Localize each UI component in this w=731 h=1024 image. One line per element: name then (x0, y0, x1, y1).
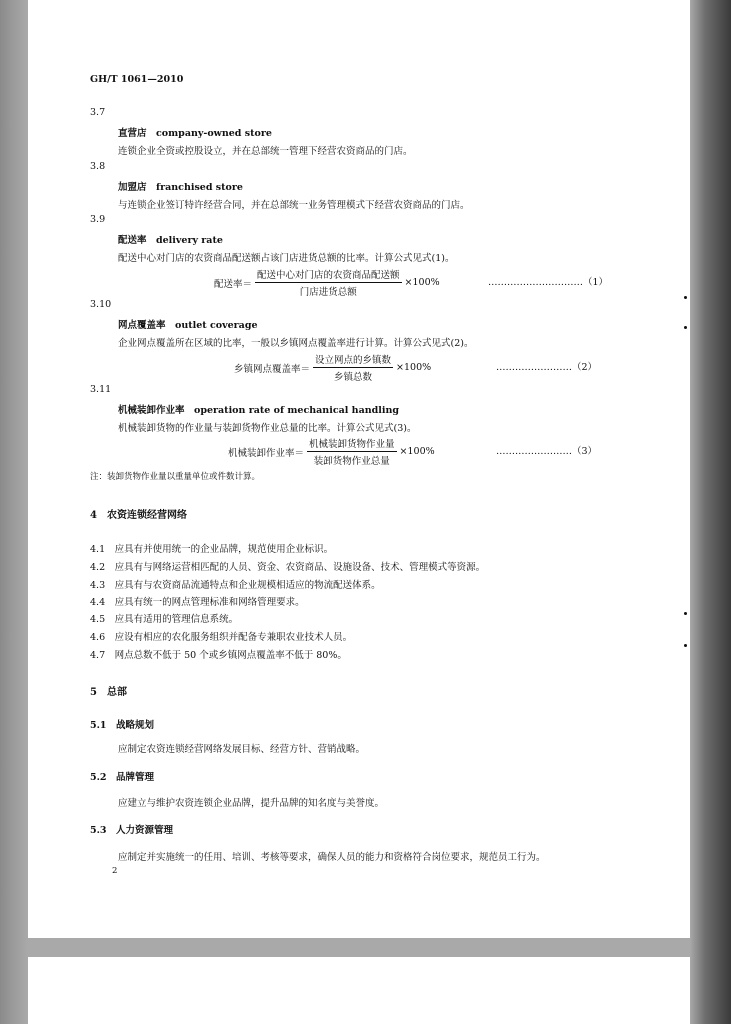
formula-lhs: 配送率＝ (214, 278, 253, 290)
term-definition: 企业网点覆盖所在区域的比率，一般以乡镇网点覆盖率进行计算。计算公式见式(2)。 (118, 338, 474, 349)
paragraph: 应建立与维护农资连锁企业品牌，提升品牌的知名度与美誉度。 (118, 798, 385, 809)
formula-lhs: 机械装卸作业率＝ (228, 447, 305, 459)
formula-1 (214, 267, 440, 298)
list-item: 4.5 应具有适用的管理信息系统。 (90, 614, 239, 625)
list-item: 4.2 应具有与网络运营相匹配的人员、资金、农资商品、设施设备、技术、管理模式等资源。 (90, 562, 486, 573)
fraction-numerator: 配送中心对门店的农资商品配送额 (255, 267, 402, 283)
term-definition: 与连锁企业签订特许经营合同，并在总部统一业务管理模式下经营农资商品的门店。 (118, 200, 470, 211)
section-heading: 4 农资连锁经营网络 (90, 510, 187, 521)
scan-mark (684, 326, 687, 329)
scan-mark (684, 612, 687, 615)
term-title: 网点覆盖率 outlet coverage (118, 320, 258, 331)
scan-mark (684, 296, 687, 299)
equation-tag: ……………………（3） (496, 446, 598, 457)
formula-multiplier: ×100% (399, 446, 435, 457)
formula-multiplier: ×100% (404, 277, 440, 288)
clause-number: 3.9 (90, 214, 106, 225)
scan-mark (684, 644, 687, 647)
fraction (255, 267, 402, 298)
paragraph: 应制定并实施统一的任用、培训、考核等要求，确保人员的能力和资格符合岗位要求，规范员工行为。 (118, 852, 546, 863)
list-item: 4.1 应具有并使用统一的企业品牌，规范使用企业标识。 (90, 544, 334, 555)
list-item: 4.4 应具有统一的网点管理标准和网络管理要求。 (90, 597, 305, 608)
term-title: 配送率 delivery rate (118, 235, 223, 246)
fraction (313, 352, 393, 383)
term-title: 加盟店 franchised store (118, 182, 243, 193)
clause-number: 3.10 (90, 299, 112, 310)
standard-code-header: GH/T 1061—2010 (90, 74, 184, 85)
page-number: 2 (112, 866, 118, 876)
equation-tag: ……………………（2） (496, 362, 598, 373)
fraction-numerator: 设立网点的乡镇数 (313, 352, 393, 368)
equation-tag: …………………………（1） (488, 277, 609, 288)
list-item: 4.6 应设有相应的农化服务组织并配备专兼职农业技术人员。 (90, 632, 353, 643)
subsection-heading: 5.2 品牌管理 (90, 772, 155, 783)
clause-number: 3.11 (90, 384, 112, 395)
fraction-numerator: 机械装卸货物作业量 (307, 436, 397, 452)
fraction-denominator: 门店进货总额 (299, 287, 357, 298)
list-item: 4.3 应具有与农资商品流通特点和企业规模相适应的物流配送体系。 (90, 580, 381, 591)
term-title: 直营店 company-owned store (118, 128, 272, 139)
section-heading: 5 总部 (90, 687, 127, 698)
term-definition: 配送中心对门店的农资商品配送额占该门店进货总额的比率。计算公式见式(1)。 (118, 253, 455, 264)
note: 注：装卸货物作业量以重量单位或件数计算。 (90, 472, 261, 482)
clause-number: 3.8 (90, 161, 106, 172)
clause-number: 3.7 (90, 107, 106, 118)
subsection-heading: 5.3 人力资源管理 (90, 825, 174, 836)
term-title: 机械装卸作业率 operation rate of mechanical handling (118, 405, 400, 416)
formula-multiplier: ×100% (396, 362, 432, 373)
formula-3 (228, 436, 435, 467)
list-item: 4.7 网点总数不低于 50 个或乡镇网点覆盖率不低于 80%。 (90, 650, 347, 661)
paragraph: 应制定农资连锁经营网络发展目标、经营方针、营销战略。 (118, 744, 366, 755)
term-definition: 连锁企业全资或控股设立，并在总部统一管理下经营农资商品的门店。 (118, 146, 413, 157)
term-definition: 机械装卸货物的作业量与装卸货物作业总量的比率。计算公式见式(3)。 (118, 423, 417, 434)
formula-lhs: 乡镇网点覆盖率＝ (234, 363, 311, 375)
document-page (28, 0, 690, 938)
fraction-denominator: 装卸货物作业总量 (313, 456, 390, 467)
next-page-top (28, 957, 690, 1024)
fraction (307, 436, 397, 467)
fraction-denominator: 乡镇总数 (334, 372, 373, 383)
formula-2 (234, 352, 431, 383)
subsection-heading: 5.1 战略规划 (90, 720, 155, 731)
